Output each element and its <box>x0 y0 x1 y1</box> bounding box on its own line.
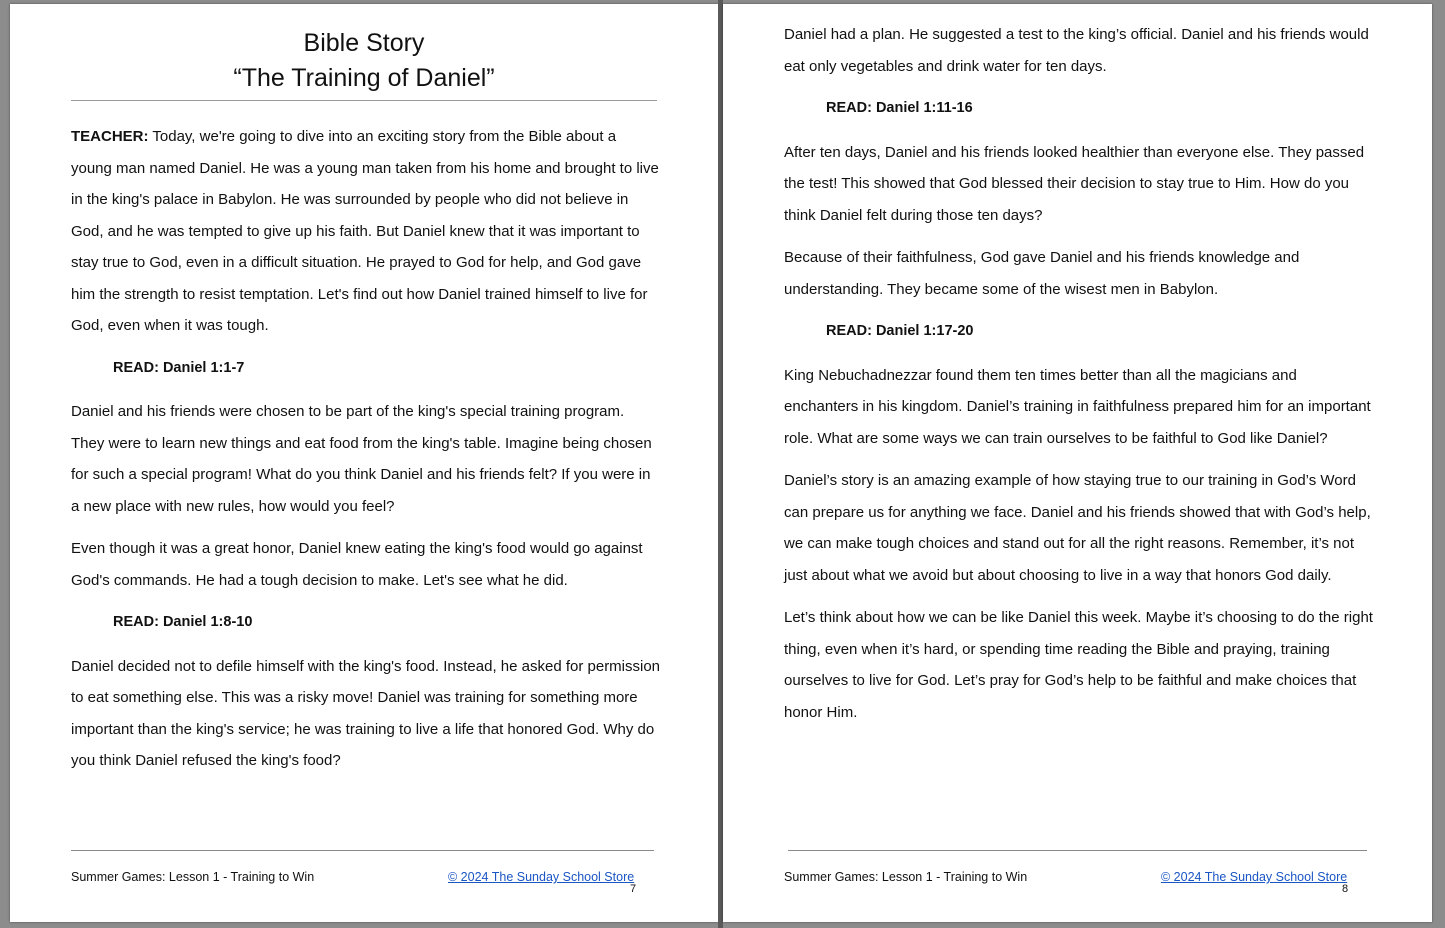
page-number: 7 <box>630 883 637 895</box>
paragraph: Daniel’s story is an amazing example of how staying true to our training in God’s Word can prepare us for anything we face. Daniel and his friends showed that with God’s help, we can make tough choices and stand out for all the right reasons. Remember, it’s not just about what we avoid but about choosing to live in a way that honors God daily. <box>784 472 1371 584</box>
page-7 <box>10 4 718 922</box>
teacher-label: TEACHER: <box>71 128 149 145</box>
paragraph: Because of their faithfulness, God gave Daniel and his friends knowledge and understanding. They became some of the wisest men in Babylon. <box>784 249 1300 298</box>
read-reference: READ: Daniel 1:8-10 <box>113 614 253 630</box>
footer-divider <box>71 850 654 851</box>
read-reference: READ: Daniel 1:17-20 <box>826 323 974 339</box>
footer-lesson-title: Summer Games: Lesson 1 - Training to Win <box>784 870 1028 884</box>
page-8-body <box>784 19 1374 739</box>
footer-divider <box>788 850 1367 851</box>
copyright-link[interactable]: © 2024 The Sunday School Store <box>1161 870 1348 884</box>
copyright-link[interactable]: © 2024 The Sunday School Store <box>448 870 635 884</box>
page-8 <box>723 4 1432 922</box>
paragraph: King Nebuchadnezzar found them ten times better than all the magicians and enchanters in his kingdom. Daniel’s training in faithfulness prepared him for an important role. What are some ways we can train ourselves to be faithful to God like Daniel? <box>784 366 1371 447</box>
page-title <box>71 26 657 96</box>
page-number: 8 <box>1342 883 1349 895</box>
read-reference: READ: Daniel 1:11-16 <box>826 100 973 116</box>
title-line-1: Bible Story <box>303 29 425 57</box>
paragraph: Daniel and his friends were chosen to be part of the king's special training program. They were to learn new things and eat food from the king's table. Imagine being chosen for such a special program! What do you think Daniel and his friends felt? If you were in a new place with new rules, how would you feel? <box>71 403 652 515</box>
title-line-2: “The Training of Daniel” <box>233 64 495 92</box>
paragraph: Daniel decided not to defile himself with the king's food. Instead, he asked for permission to eat something else. This was a risky move! Daniel was training for something more important than the king's service; he was training to live a life that honored God. Why do you think Daniel refused the king's food? <box>71 657 661 769</box>
read-reference: READ: Daniel 1:1-7 <box>113 359 245 376</box>
paragraph: Even though it was a great honor, Daniel knew eating the king's food would go against God's commands. He had a tough decision to make. Let's see what he did. <box>71 540 643 589</box>
paragraph: Let’s think about how we can be like Daniel this week. Maybe it’s choosing to do the right thing, even when it’s hard, or spending time reading the Bible and praying, training ourselves to live for God. Let’s pray for God’s help to be faithful and make choices that honor Him. <box>784 609 1373 721</box>
teacher-paragraph <box>71 121 661 342</box>
footer-lesson-title: Summer Games: Lesson 1 - Training to Win <box>71 870 315 884</box>
teacher-text: Today, we're going to dive into an exciting story from the Bible about a young man named Daniel. He was a young man taken from his home and brought to live in the king's palace in Babylon. He was surrounded by people who did not believe in God, and he was tempted to give up his faith. But Daniel knew that it was important to stay true to God, even in a difficult situation. He prayed to God for help, and God gave him the strength to resist temptation. Let's find out how Daniel trained himself to live for God, even when it was tough. <box>71 128 659 334</box>
page-7-body <box>71 121 661 788</box>
paragraph: Daniel had a plan. He suggested a test to the king’s official. Daniel and his friends would eat only vegetables and drink water for ten days. <box>784 26 1369 75</box>
paragraph: After ten days, Daniel and his friends looked healthier than everyone else. They passed the test! This showed that God blessed their decision to stay true to Him. How do you think Daniel felt during those ten days? <box>784 143 1365 224</box>
title-divider <box>71 100 657 101</box>
